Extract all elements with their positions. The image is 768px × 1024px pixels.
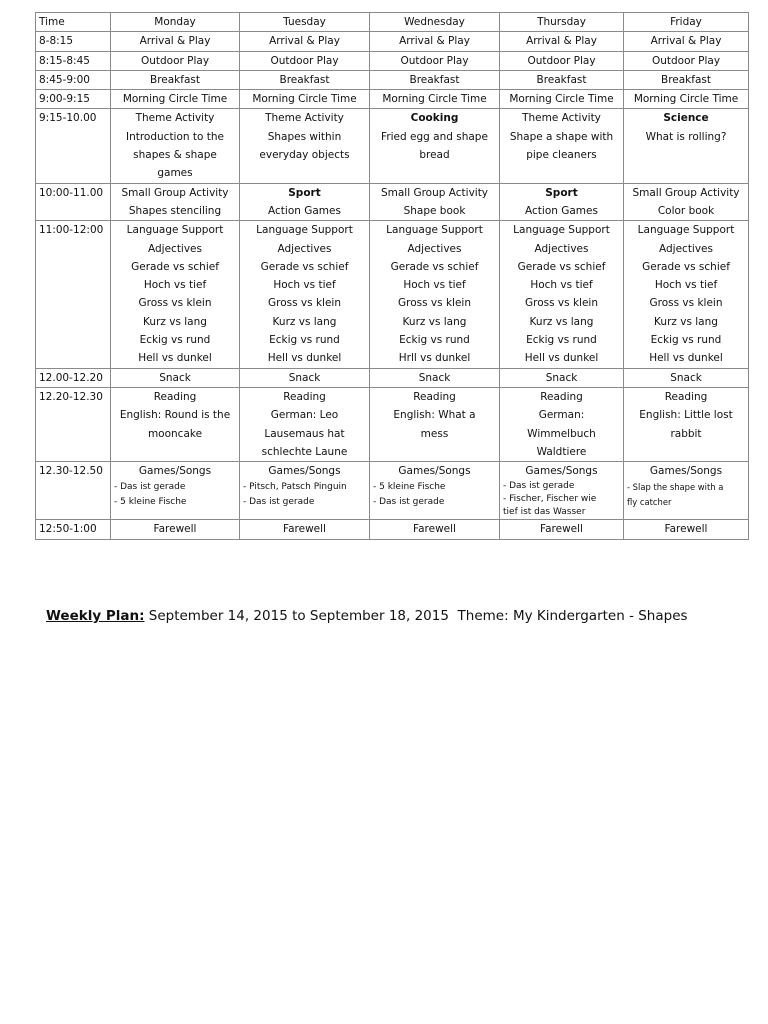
activity-line: Eckig vs rund — [139, 334, 211, 347]
activity-line: - Das ist gerade — [243, 497, 315, 508]
activity-line: Science — [663, 112, 709, 125]
activity-line: - Das ist gerade — [503, 481, 575, 492]
schedule-row — [36, 387, 749, 461]
header-friday: Friday — [624, 13, 749, 32]
activity-line: Gerade vs schief — [390, 260, 479, 273]
activity-cell-thursday — [500, 109, 624, 183]
activity-line: English: Round is the — [119, 409, 231, 422]
time-slot: 8-8:15 — [36, 32, 111, 51]
activity-line: Arrival & Play — [399, 35, 470, 48]
activity-line: Breakfast — [150, 73, 200, 86]
schedule-row — [36, 221, 749, 368]
activity-line: Morning Circle Time — [509, 93, 614, 106]
header-row — [36, 13, 749, 32]
header-thursday: Thursday — [500, 13, 624, 32]
activity-cell-tuesday — [240, 32, 370, 51]
activity-line: rabbit — [670, 427, 702, 440]
activity-line: Action Games — [525, 204, 598, 217]
activity-cell-friday — [624, 70, 749, 89]
activity-cell-wednesday — [370, 70, 500, 89]
activity-cell-friday — [624, 51, 749, 70]
activity-cell-monday — [111, 387, 240, 461]
activity-line: Outdoor Play — [140, 54, 210, 67]
activity-cell-monday — [111, 183, 240, 221]
activity-cell-thursday — [500, 32, 624, 51]
activity-line: Snack — [159, 371, 191, 384]
activity-line: What is rolling? — [645, 130, 727, 143]
activity-line: Games/Songs — [525, 465, 598, 478]
activity-line: Hell vs dunkel — [524, 352, 599, 365]
activity-cell-thursday — [500, 51, 624, 70]
activity-line: Waldtiere — [536, 445, 587, 458]
schedule-row — [36, 32, 749, 51]
activity-cell-wednesday — [370, 221, 500, 368]
activity-line: Gross vs klein — [138, 297, 212, 310]
activity-line: Kurz vs lang — [402, 315, 467, 328]
activity-line: Snack — [545, 371, 578, 384]
weekly-plan-caption — [46, 608, 688, 624]
activity-line: Eckig vs rund — [269, 334, 340, 347]
activity-cell-wednesday — [370, 109, 500, 183]
activity-line: Eckig vs rund — [399, 334, 470, 347]
activity-line: Farewell — [153, 523, 197, 536]
activity-cell-wednesday — [370, 32, 500, 51]
weekly-plan-label: Weekly Plan: — [46, 608, 145, 624]
activity-line: Gerade vs schief — [517, 260, 606, 273]
activity-line: everyday objects — [259, 149, 350, 162]
schedule-row — [36, 462, 749, 520]
activity-cell-thursday — [500, 520, 624, 539]
activity-line: Gerade vs schief — [260, 260, 349, 273]
activity-line: Theme Activity — [265, 112, 344, 125]
time-slot: 12.00-12.20 — [36, 368, 111, 387]
activity-line: mess — [420, 427, 449, 440]
activity-line: German: — [538, 409, 585, 422]
activity-line: Theme Activity — [135, 112, 215, 125]
activity-line: Hell vs dunkel — [267, 352, 342, 365]
time-slot: 9:00-9:15 — [36, 90, 111, 109]
schedule-row — [36, 90, 749, 109]
activity-cell-tuesday — [240, 368, 370, 387]
activity-line: - 5 kleine Fische — [114, 497, 187, 508]
activity-line: - Slap the shape with a — [627, 482, 724, 493]
activity-line: Adjectives — [148, 242, 202, 255]
activity-cell-thursday — [500, 462, 624, 520]
activity-cell-monday — [111, 70, 240, 89]
activity-line: schlechte Laune — [261, 445, 348, 458]
activity-line: Adjectives — [407, 242, 462, 255]
activity-line: Morning Circle Time — [122, 93, 228, 106]
activity-cell-monday — [111, 90, 240, 109]
activity-line: Kurz vs lang — [272, 315, 337, 328]
activity-line: Shape a shape with — [509, 130, 614, 143]
activity-line: - Fischer, Fischer wie — [503, 494, 597, 505]
activity-line: pipe cleaners — [526, 149, 597, 162]
activity-line: Snack — [418, 371, 451, 384]
activity-line: Breakfast — [279, 73, 330, 86]
weekly-plan-dates: September 14, 2015 to September 18, 2015 — [144, 608, 449, 624]
activity-line: Outdoor Play — [651, 54, 721, 67]
activity-line: Hell vs dunkel — [649, 352, 723, 365]
activity-line: Hoch vs tief — [143, 279, 207, 292]
activity-line: Lausemaus hat — [264, 427, 345, 440]
time-slot: 9:15-10.00 — [36, 109, 111, 183]
activity-line: Adjectives — [659, 242, 713, 255]
activity-cell-friday — [624, 183, 749, 221]
activity-cell-friday — [624, 462, 749, 520]
activity-line: Eckig vs rund — [526, 334, 597, 347]
activity-line: Outdoor Play — [400, 54, 469, 67]
activity-line: Sport — [545, 186, 578, 199]
activity-cell-monday — [111, 32, 240, 51]
activity-line: Outdoor Play — [527, 54, 596, 67]
activity-line: Cooking — [410, 112, 459, 125]
activity-line: mooncake — [147, 427, 203, 440]
activity-line: Hrll vs dunkel — [398, 352, 471, 365]
activity-line: tief ist das Wasser — [503, 507, 586, 518]
activity-cell-monday — [111, 462, 240, 520]
activity-line: Small Group Activity — [121, 186, 229, 199]
theme-value: My Kindergarten - Shapes — [508, 608, 688, 624]
activity-line: Shape book — [403, 204, 466, 217]
activity-line: Language Support — [637, 224, 735, 237]
activity-line: bread — [419, 149, 450, 162]
activity-line: Hoch vs tief — [403, 279, 466, 292]
activity-line: Gerade vs schief — [131, 260, 219, 273]
header-wednesday: Wednesday — [370, 13, 500, 32]
activity-cell-friday — [624, 109, 749, 183]
activity-cell-friday — [624, 387, 749, 461]
activity-line: Hoch vs tief — [273, 279, 336, 292]
activity-line: Arrival & Play — [650, 35, 722, 48]
activity-line: Morning Circle Time — [382, 93, 487, 106]
activity-line: Language Support — [386, 224, 483, 237]
activity-line: Hoch vs tief — [530, 279, 593, 292]
activity-cell-tuesday — [240, 520, 370, 539]
activity-cell-thursday — [500, 368, 624, 387]
activity-line: Reading — [413, 390, 456, 403]
activity-line: Snack — [288, 371, 321, 384]
activity-line: Adjectives — [277, 242, 332, 255]
activity-line: Arrival & Play — [269, 35, 340, 48]
activity-line: Shapes within — [267, 130, 342, 143]
activity-line: Adjectives — [534, 242, 589, 255]
activity-cell-tuesday — [240, 183, 370, 221]
activity-line: Hell vs dunkel — [138, 352, 212, 365]
schedule-row — [36, 183, 749, 221]
activity-line: Hoch vs tief — [654, 279, 718, 292]
schedule-row — [36, 109, 749, 183]
activity-cell-wednesday — [370, 368, 500, 387]
activity-line: Gerade vs schief — [642, 260, 730, 273]
activity-line: Outdoor Play — [270, 54, 339, 67]
activity-line: - Das ist gerade — [114, 482, 186, 493]
activity-line: Language Support — [256, 224, 353, 237]
activity-cell-tuesday — [240, 221, 370, 368]
header-time: Time — [36, 13, 111, 32]
activity-line: Reading — [153, 390, 197, 403]
activity-line: - 5 kleine Fische — [373, 482, 446, 493]
activity-cell-tuesday — [240, 109, 370, 183]
activity-line: Kurz vs lang — [529, 315, 594, 328]
activity-cell-friday — [624, 368, 749, 387]
activity-line: Sport — [288, 186, 321, 199]
activity-line: Color book — [657, 204, 715, 217]
activity-line: Fried egg and shape — [381, 130, 488, 143]
schedule-row — [36, 520, 749, 539]
activity-cell-thursday — [500, 387, 624, 461]
activity-cell-monday — [111, 520, 240, 539]
time-slot: 10:00-11.00 — [36, 183, 111, 221]
activity-line: Kurz vs lang — [143, 315, 207, 328]
activity-line: Introduction to the — [125, 130, 225, 143]
activity-line: - Das ist gerade — [373, 497, 445, 508]
activity-line: - Pitsch, Patsch Pinguin — [243, 482, 347, 493]
time-slot: 12.20-12.30 — [36, 387, 111, 461]
activity-cell-monday — [111, 368, 240, 387]
activity-line: Morning Circle Time — [633, 93, 739, 106]
schedule-row — [36, 368, 749, 387]
activity-line: Games/Songs — [138, 465, 212, 478]
activity-line: Arrival & Play — [139, 35, 211, 48]
activity-line: Breakfast — [409, 73, 460, 86]
activity-cell-tuesday — [240, 51, 370, 70]
time-slot: 12.30-12.50 — [36, 462, 111, 520]
activity-line: games — [157, 167, 193, 180]
activity-line: shapes & shape — [133, 149, 217, 162]
activity-line: Kurz vs lang — [654, 315, 718, 328]
activity-line: Reading — [283, 390, 326, 403]
time-slot: 8:45-9:00 — [36, 70, 111, 89]
activity-line: Arrival & Play — [526, 35, 597, 48]
activity-line: Games/Songs — [649, 465, 723, 478]
activity-line: Gross vs klein — [268, 297, 341, 310]
time-slot: 8:15-8:45 — [36, 51, 111, 70]
activity-cell-thursday — [500, 183, 624, 221]
activity-cell-tuesday — [240, 387, 370, 461]
activity-line: English: What a — [393, 409, 476, 422]
activity-line: Wimmelbuch — [527, 427, 596, 440]
activity-line: Morning Circle Time — [252, 93, 357, 106]
activity-line: Breakfast — [536, 73, 587, 86]
activity-cell-friday — [624, 32, 749, 51]
activity-cell-monday — [111, 51, 240, 70]
activity-line: Small Group Activity — [380, 186, 489, 199]
activity-line: Small Group Activity — [632, 186, 740, 199]
activity-cell-monday — [111, 221, 240, 368]
activity-cell-tuesday — [240, 90, 370, 109]
activity-cell-thursday — [500, 70, 624, 89]
activity-line: Farewell — [664, 523, 708, 536]
activity-cell-tuesday — [240, 70, 370, 89]
activity-line: German: Leo — [270, 409, 339, 422]
activity-cell-tuesday — [240, 462, 370, 520]
activity-line: Farewell — [540, 523, 583, 536]
activity-cell-thursday — [500, 221, 624, 368]
activity-line: English: Little lost — [639, 409, 733, 422]
activity-line: Farewell — [283, 523, 326, 536]
activity-line: Language Support — [513, 224, 610, 237]
schedule-row — [36, 51, 749, 70]
activity-line: Gross vs klein — [398, 297, 471, 310]
activity-line: Gross vs klein — [525, 297, 598, 310]
activity-line: Gross vs klein — [649, 297, 723, 310]
activity-cell-wednesday — [370, 90, 500, 109]
activity-line: Theme Activity — [522, 112, 601, 125]
schedule-row — [36, 70, 749, 89]
activity-line: Reading — [664, 390, 708, 403]
activity-line: Language Support — [126, 224, 224, 237]
activity-line: Farewell — [413, 523, 456, 536]
time-slot: 11:00-12:00 — [36, 221, 111, 368]
activity-line: Shapes stenciling — [128, 204, 222, 217]
activity-cell-friday — [624, 90, 749, 109]
activity-line: Eckig vs rund — [650, 334, 722, 347]
activity-line: Games/Songs — [398, 465, 471, 478]
header-tuesday: Tuesday — [240, 13, 370, 32]
activity-cell-wednesday — [370, 387, 500, 461]
activity-cell-wednesday — [370, 520, 500, 539]
activity-cell-wednesday — [370, 51, 500, 70]
activity-line: Snack — [670, 371, 702, 384]
activity-line: fly catcher — [627, 497, 672, 508]
theme-label: Theme: — [457, 608, 509, 624]
activity-cell-friday — [624, 221, 749, 368]
activity-line: Reading — [540, 390, 583, 403]
time-slot: 12:50-1:00 — [36, 520, 111, 539]
activity-line: Breakfast — [661, 73, 711, 86]
weekly-schedule-table — [35, 12, 749, 540]
activity-cell-wednesday — [370, 462, 500, 520]
activity-cell-thursday — [500, 90, 624, 109]
header-monday: Monday — [111, 13, 240, 32]
schedule-body — [36, 32, 749, 539]
activity-line: Action Games — [268, 204, 341, 217]
activity-line: Games/Songs — [268, 465, 341, 478]
activity-cell-friday — [624, 520, 749, 539]
activity-cell-monday — [111, 109, 240, 183]
activity-cell-wednesday — [370, 183, 500, 221]
